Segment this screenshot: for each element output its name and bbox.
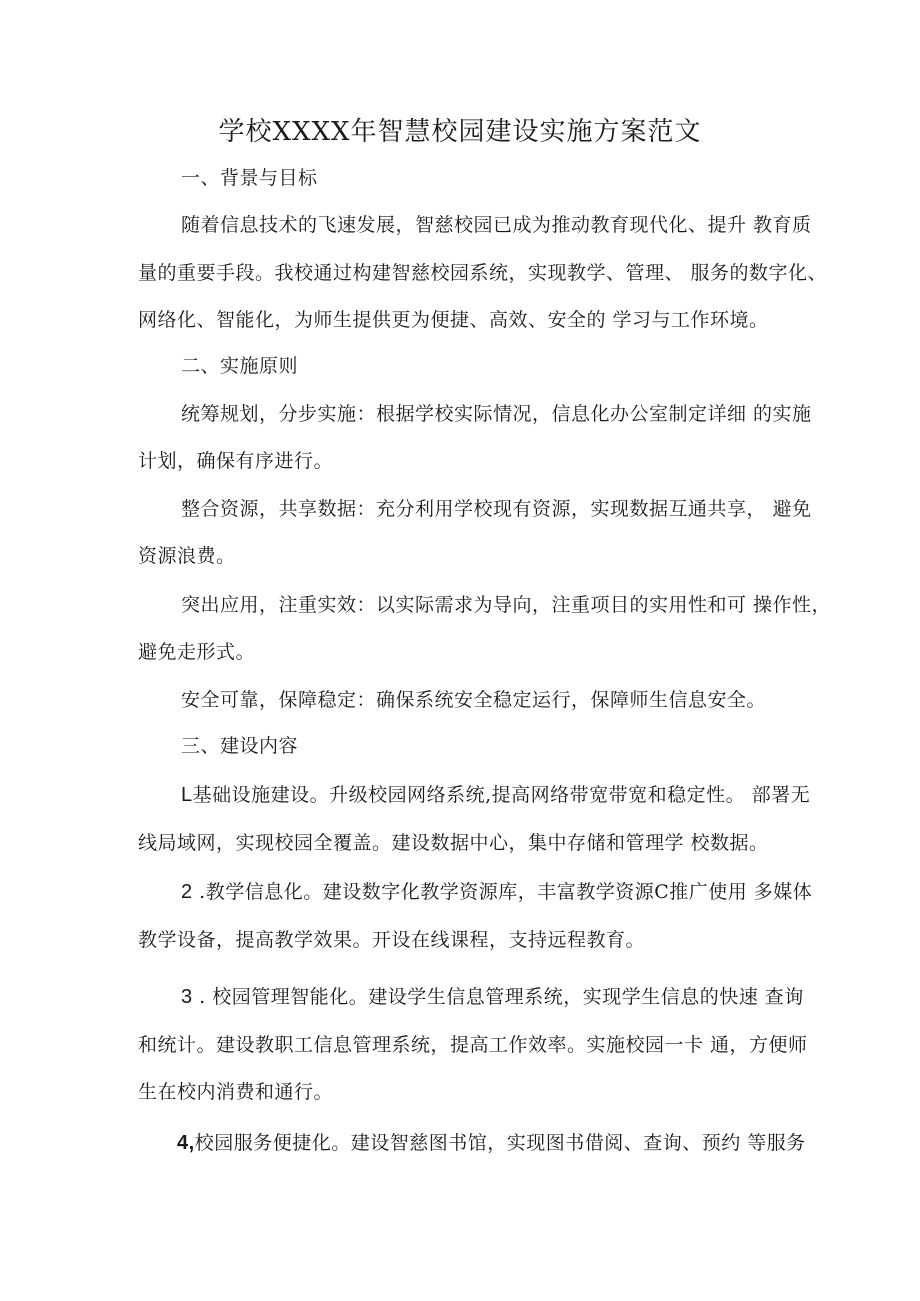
paragraph-line: 整合资源，共享数据：充分利用学校现有资源，实现数据互通共享， 避免 <box>181 498 812 520</box>
list-item-text: 校园服务便捷化。建设智慈图书馆，实现图书借阅、查询、预约 等服务 <box>194 1132 806 1154</box>
list-item-text: 基础设施建设。升级校园网络系统,提高网络带宽带宽和稳定性。 部署无 <box>192 784 811 806</box>
paragraph-line: 和统计。建设教职工信息管理系统，提高工作效率。实施校园一卡 通，方便师 <box>138 1034 808 1056</box>
section-heading-content: 三、建设内容 <box>181 735 299 757</box>
paragraph-line: 网络化、智能化，为师生提供更为便捷、高效、安全的 学习与工作环境。 <box>138 309 769 331</box>
paragraph-line: 统筹规划，分步实施：根据学校实际情况，信息化办公室制定详细 的实施 <box>181 403 812 425</box>
section-heading-principles: 二、实施原则 <box>181 355 299 377</box>
paragraph-line: 生在校内消费和通行。 <box>138 1081 334 1103</box>
section-heading-background: 一、背景与目标 <box>181 167 318 189</box>
paragraph-line: 随着信息技术的飞速发展，智慈校园已成为推动教育现代化、提升 教育质 <box>181 214 812 236</box>
list-item-3-line <box>181 982 804 1012</box>
list-item-2-line <box>181 877 812 907</box>
list-item-4-line <box>177 1128 806 1158</box>
paragraph-line: 突出应用，注重实效：以实际需求为导向，注重项目的实用性和可 操作性， <box>181 594 832 616</box>
paragraph-line: 安全可靠，保障稳定：确保系统安全稳定运行，保障师生信息安全。 <box>181 689 767 711</box>
paragraph-line: 计划，确保有序进行。 <box>138 450 334 472</box>
paragraph-line: 线局域网，实现校园全覆盖。建设数据中心，集中存储和管理学 校数据。 <box>138 832 769 854</box>
list-item-number: 3 <box>181 986 193 1008</box>
list-item-1-line <box>181 780 810 810</box>
list-item-number: 2 <box>181 881 193 903</box>
list-item-text: .教学信息化。建设数字化教学资源库，丰富教学资源C推广使用 多媒体 <box>192 881 813 903</box>
paragraph-line: 资源浪费。 <box>138 545 236 567</box>
list-item-number: 4, <box>177 1132 195 1154</box>
list-item-text: . 校园管理智能化。建设学生信息管理系统，实现学生信息的快速 查询 <box>192 986 804 1008</box>
list-item-number: L <box>181 784 193 806</box>
paragraph-line: 量的重要手段。我校通过构建智慈校园系统，实现教学、管理、 服务的数字化、 <box>138 262 828 284</box>
paragraph-line: 教学设备，提高教学效果。开设在线课程，支持远程教育。 <box>138 929 646 951</box>
paragraph-line: 避免走形式。 <box>138 641 256 663</box>
document-title: 学校XXXX年智慧校园建设实施方案范文 <box>218 117 702 147</box>
